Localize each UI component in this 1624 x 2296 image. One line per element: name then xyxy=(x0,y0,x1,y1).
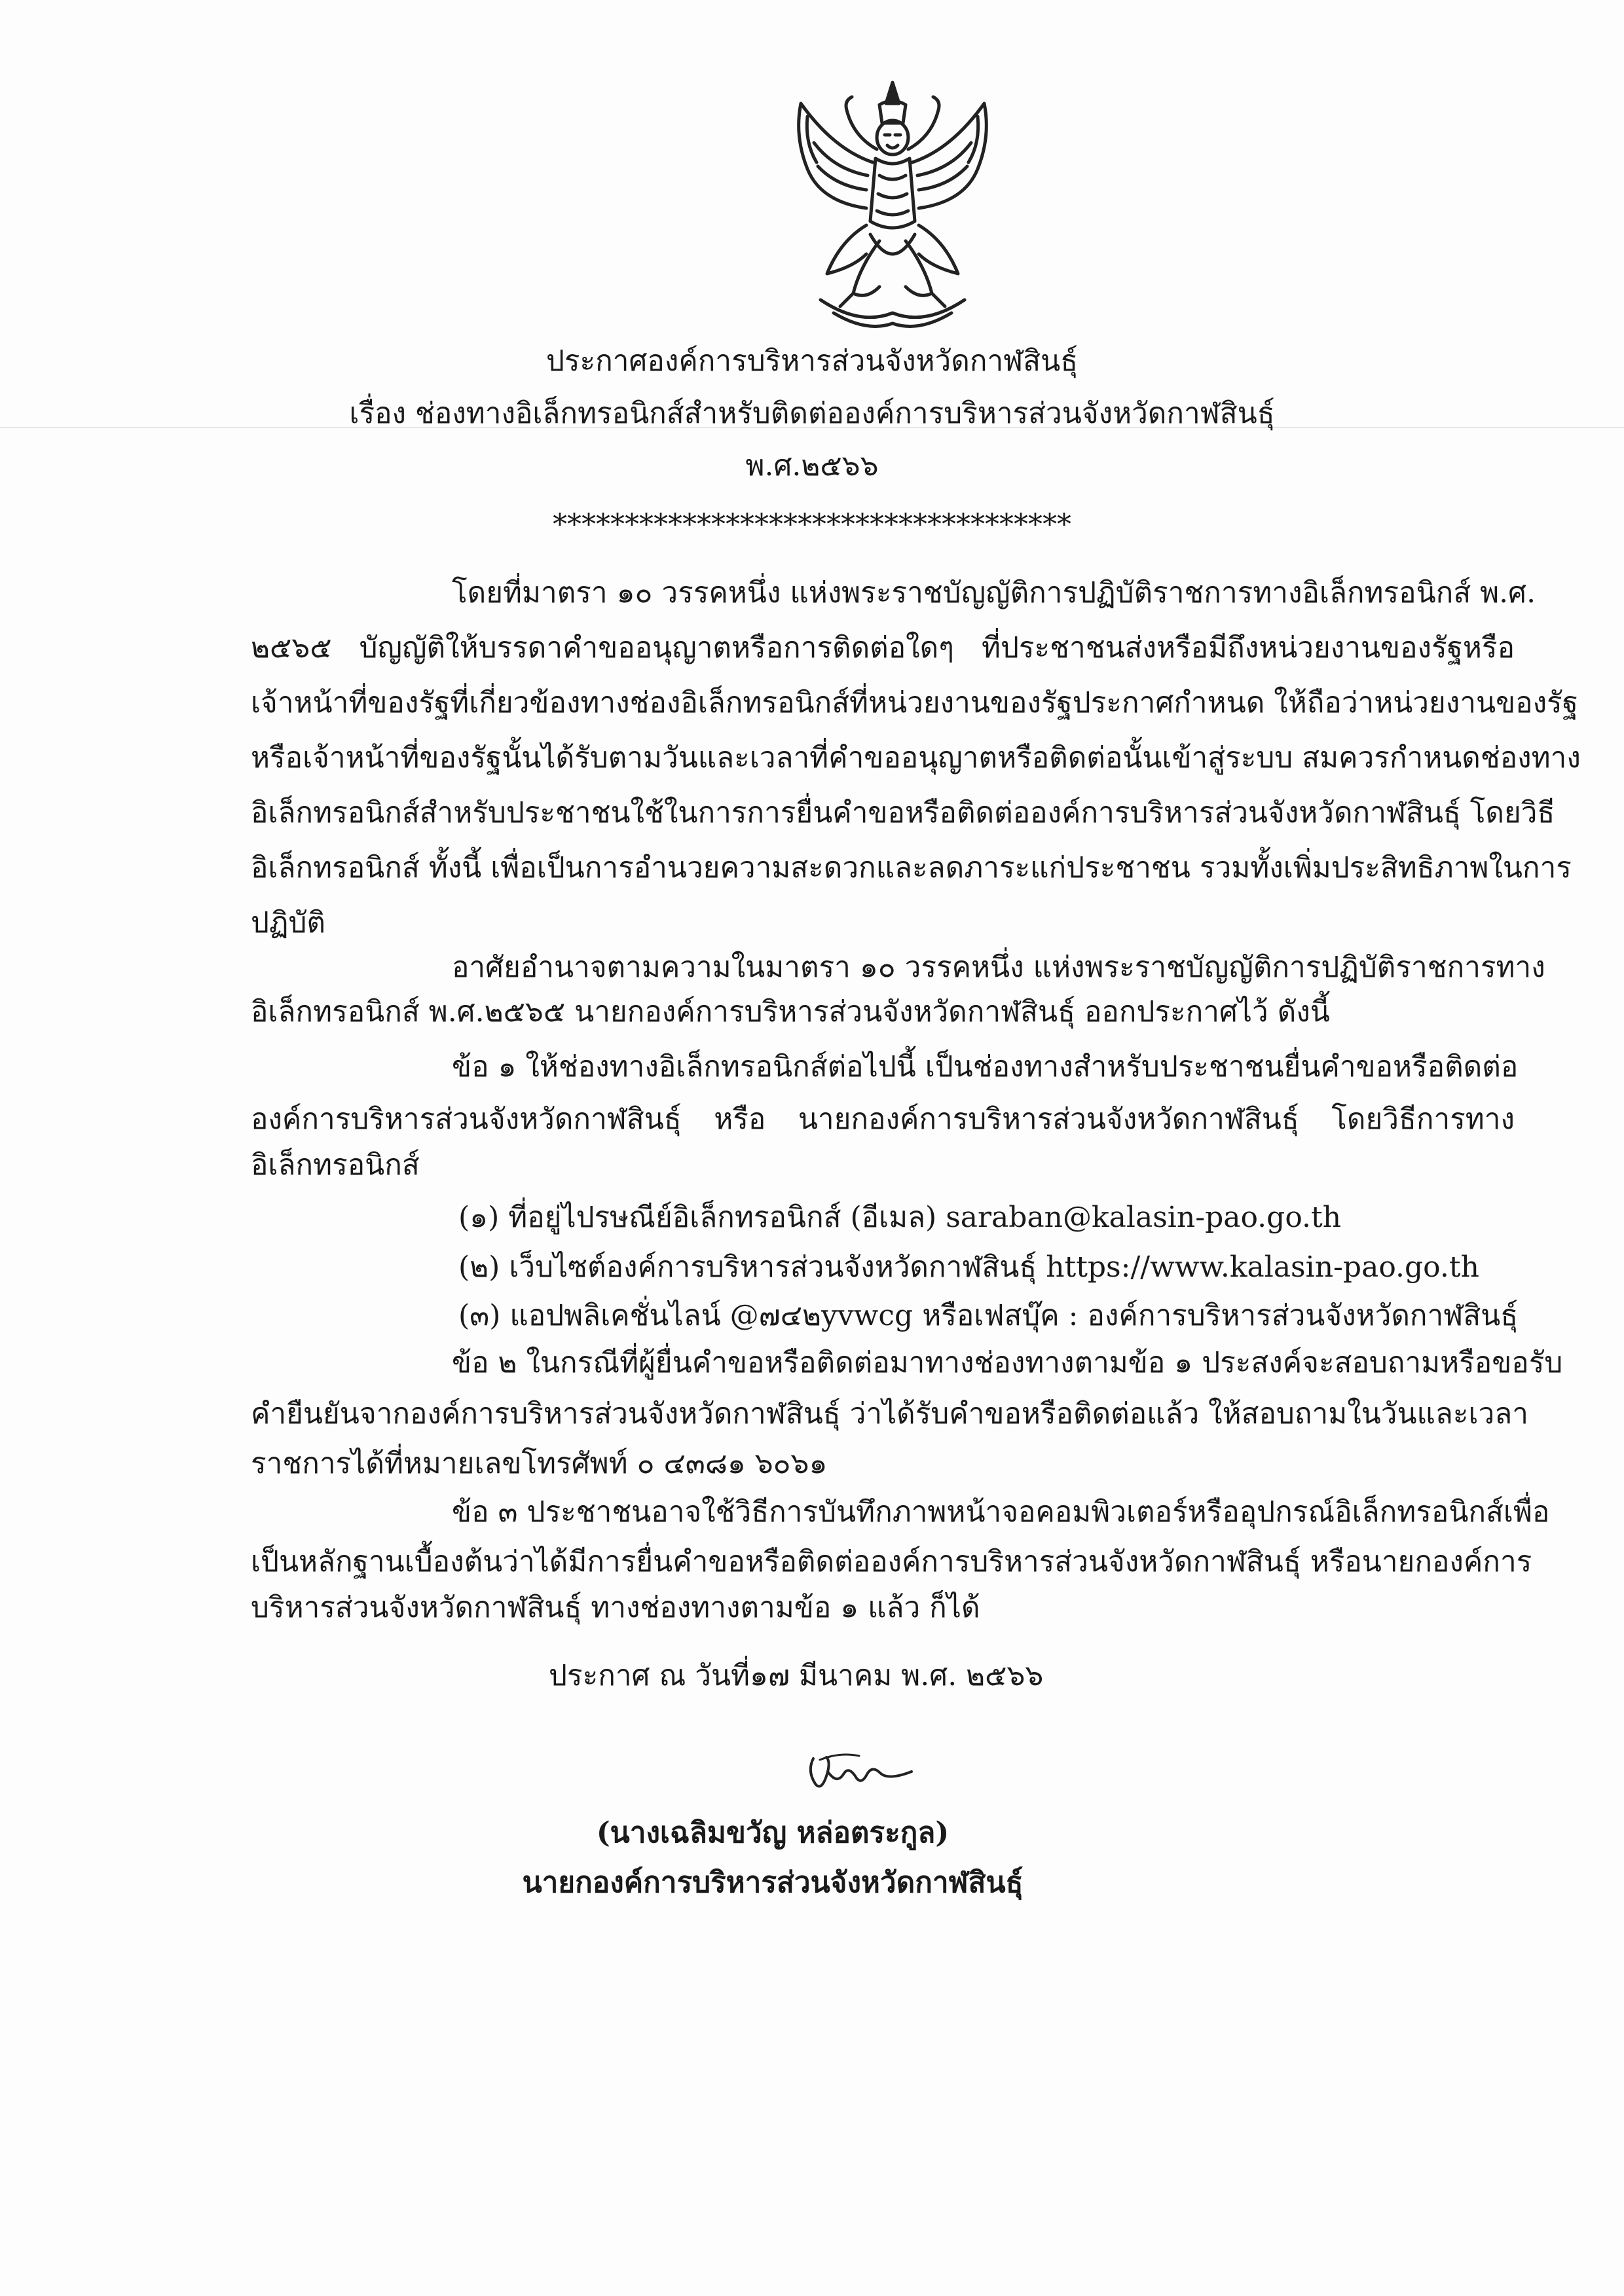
para1-line: หรือเจ้าหน้าที่ของรัฐนั้นได้รับตามวันและเวลาที่คำขออนุญาตหรือติดต่อนั้นเข้าสู่ระบบ สมควรกำหนดช่องทาง xyxy=(251,741,1581,774)
clause1-line: องค์การบริหารส่วนจังหวัดกาฬสินธุ์ หรือ นายกองค์การบริหารส่วนจังหวัดกาฬสินธุ์ โดยวิธีการทาง xyxy=(251,1102,1515,1136)
document-year: พ.ศ.๒๕๖๖ xyxy=(745,449,879,483)
signer-position: นายกองค์การบริหารส่วนจังหวัดกาฬสินธุ์ xyxy=(522,1866,1024,1899)
garuda-emblem-icon xyxy=(781,77,1004,333)
para2-line: อิเล็กทรอนิกส์ พ.ศ.๒๕๖๕ นายกองค์การบริหารส่วนจังหวัดกาฬสินธุ์ ออกประกาศไว้ ดังนี้ xyxy=(251,995,1330,1029)
clause2-line: ข้อ ๒ ในกรณีที่ผู้ยื่นคำขอหรือติดต่อมาทางช่องทางตามข้อ ๑ ประสงค์จะสอบถามหรือขอรับ xyxy=(452,1346,1563,1379)
para2-line: อาศัยอำนาจตามความในมาตรา ๑๐ วรรคหนึ่ง แห่งพระราชบัญญัติการปฏิบัติราชการทาง xyxy=(452,951,1545,984)
document-subject: เรื่อง ช่องทางอิเล็กทรอนิกส์สำหรับติดต่อองค์การบริหารส่วนจังหวัดกาฬสินธุ์ xyxy=(349,397,1275,430)
document-title: ประกาศองค์การบริหารส่วนจังหวัดกาฬสินธุ์ xyxy=(545,344,1079,378)
channel-line-facebook: (๓) แอปพลิเคชั่นไลน์ @๗๔๒yvwcg หรือเฟสบุ๊ค : องค์การบริหารส่วนจังหวัดกาฬสินธุ์ xyxy=(458,1299,1519,1332)
clause2-line: คำยืนยันจากองค์การบริหารส่วนจังหวัดกาฬสินธุ์ ว่าได้รับคำขอหรือติดต่อแล้ว ให้สอบถามในวันและเวลา xyxy=(251,1397,1528,1430)
signer-name: (นางเฉลิมขวัญ หล่อตระกูล) xyxy=(596,1816,950,1850)
channel-email: (๑) ที่อยู่ไปรษณีย์อิเล็กทรอนิกส์ (อีเมล) saraban@kalasin-pao.go.th xyxy=(458,1201,1342,1234)
para1-line: โดยที่มาตรา ๑๐ วรรคหนึ่ง แห่งพระราชบัญญัติการปฏิบัติราชการทางอิเล็กทรอนิกส์ พ.ศ. xyxy=(452,576,1536,610)
header-separator: ************************************ xyxy=(553,508,1071,541)
clause3-line: ข้อ ๓ ประชาชนอาจใช้วิธีการบันทึกภาพหน้าจอคอมพิวเตอร์หรืออุปกรณ์อิเล็กทรอนิกส์เพื่อ xyxy=(452,1495,1550,1529)
announcement-date: ประกาศ ณ วันที่๑๗ มีนาคม พ.ศ. ๒๕๖๖ xyxy=(549,1659,1044,1692)
para1-line: ๒๕๖๕ บัญญัติให้บรรดาคำขออนุญาตหรือการติดต่อใดๆ ที่ประชาชนส่งหรือมีถึงหน่วยงานของรัฐหรือ xyxy=(251,631,1515,665)
clause3-line: บริหารส่วนจังหวัดกาฬสินธุ์ ทางช่องทางตามข้อ ๑ แล้ว ก็ได้ xyxy=(251,1591,980,1624)
channel-website: (๒) เว็บไซต์องค์การบริหารส่วนจังหวัดกาฬสินธุ์ https://www.kalasin-pao.go.th xyxy=(458,1250,1479,1284)
clause1-line: อิเล็กทรอนิกส์ xyxy=(251,1148,420,1182)
signature-image xyxy=(794,1745,925,1798)
clause2-line: ราชการได้ที่หมายเลขโทรศัพท์ ๐ ๔๓๘๑ ๖๐๖๑ xyxy=(251,1447,828,1480)
para1-line: อิเล็กทรอนิกส์สำหรับประชาชนใช้ในการการยื่นคำขอหรือติดต่อองค์การบริหารส่วนจังหวัดกาฬสินธุ์ โดยวิธี xyxy=(251,796,1555,829)
para1-line: เจ้าหน้าที่ของรัฐที่เกี่ยวข้องทางช่องอิเล็กทรอนิกส์ที่หน่วยงานของรัฐประกาศกำหนด ให้ถือว่าหน่วยงานของรัฐ xyxy=(251,686,1578,720)
clause3-line: เป็นหลักฐานเบื้องต้นว่าได้มีการยื่นคำขอหรือติดต่อองค์การบริหารส่วนจังหวัดกาฬสินธุ์ หรือนายกองค์การ xyxy=(251,1545,1532,1578)
para1-line: ปฏิบัติ xyxy=(251,906,325,939)
para1-line: อิเล็กทรอนิกส์ ทั้งนี้ เพื่อเป็นการอำนวยความสะดวกและลดภาระแก่ประชาชน รวมทั้งเพิ่มประสิทธิภาพในการ xyxy=(251,851,1572,884)
clause1-line: ข้อ ๑ ให้ช่องทางอิเล็กทรอนิกส์ต่อไปนี้ เป็นช่องทางสำหรับประชาชนยื่นคำขอหรือติดต่อ xyxy=(452,1050,1519,1084)
